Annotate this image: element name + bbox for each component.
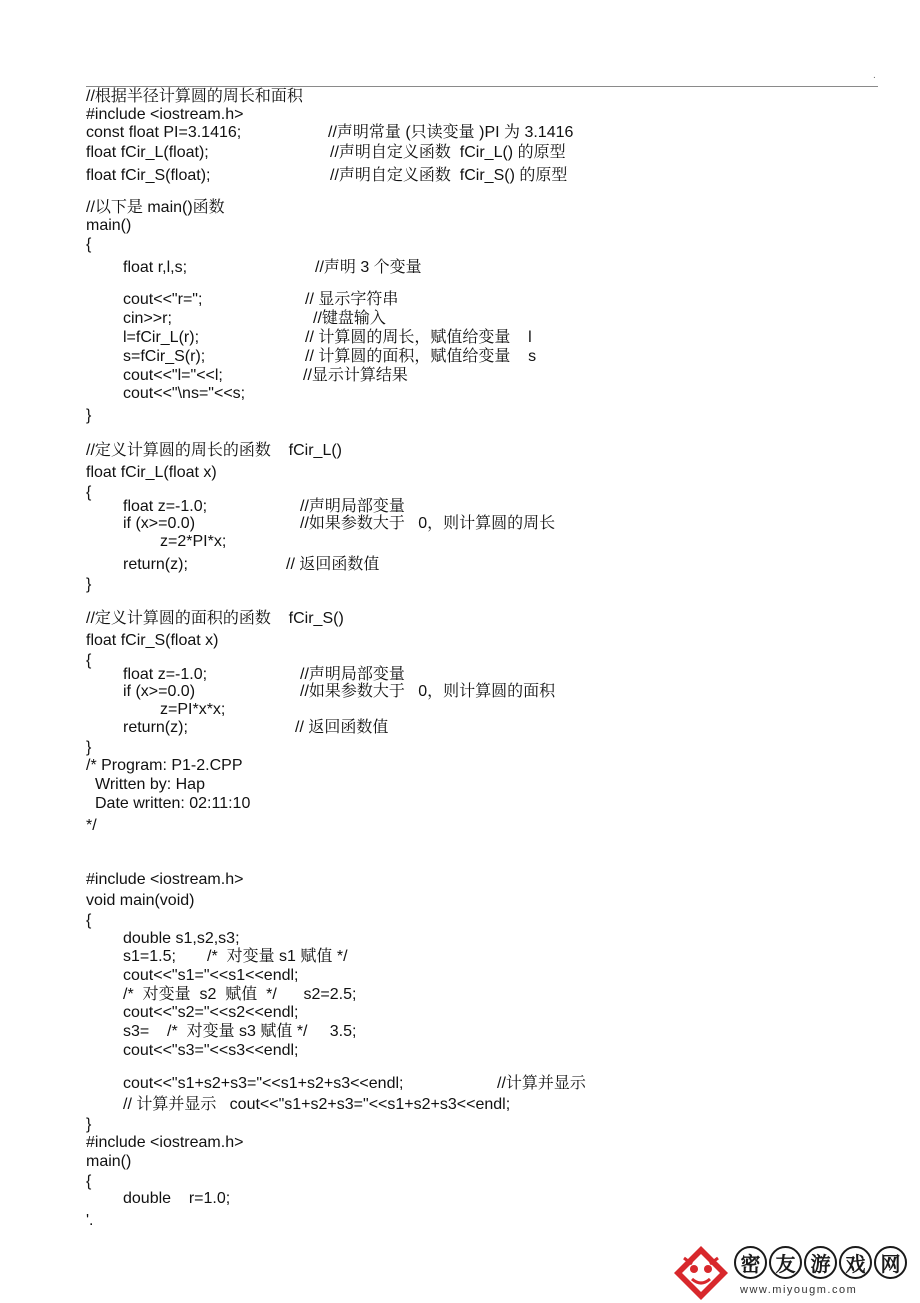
code-line: {: [86, 484, 92, 501]
code-line: //声明 3 个变量: [315, 259, 422, 276]
code-line: }: [86, 407, 92, 424]
watermark-url: www.miyougm.com: [740, 1284, 858, 1296]
code-line: s1=1.5; /* 对变量 s1 赋值 */: [123, 948, 348, 965]
page-header-rule: [86, 86, 878, 87]
code-line: z=PI*x*x;: [160, 701, 226, 718]
code-line: //如果参数大于 0，则计算圆的周长: [300, 515, 556, 532]
code-line: const float PI=3.1416;: [86, 124, 242, 141]
code-line: cout<<"\ns="<<s;: [123, 385, 246, 402]
code-line: main(): [86, 1153, 132, 1170]
code-line: main(): [86, 217, 132, 234]
code-line: //声明局部变量: [300, 666, 405, 683]
code-line: // 返回函数值: [286, 556, 380, 573]
code-line: l=fCir_L(r);: [123, 329, 200, 346]
code-line: cout<<"s1+s2+s3="<<s1+s2+s3<<endl;: [123, 1075, 404, 1092]
code-line: float z=-1.0;: [123, 666, 208, 683]
code-line: Written by: Hap: [95, 776, 205, 793]
code-line: // 显示字符串: [305, 291, 399, 308]
code-line: return(z);: [123, 556, 188, 573]
code-line: {: [86, 236, 92, 253]
watermark-brand-text: [734, 1246, 907, 1279]
code-line: if (x>=0.0): [123, 515, 196, 532]
code-line: z=2*PI*x;: [160, 533, 227, 550]
code-line: double s1,s2,s3;: [123, 930, 240, 947]
code-line: {: [86, 912, 92, 929]
code-line: //键盘输入: [313, 310, 386, 327]
code-line: //声明常量 (只读变量 )PI 为 3.1416: [328, 124, 574, 141]
code-line: cout<<"s1="<<s1<<endl;: [123, 967, 299, 984]
code-line: float r,l,s;: [123, 259, 188, 276]
code-line: //以下是 main()函数: [86, 199, 225, 216]
code-line: cout<<"s3="<<s3<<endl;: [123, 1042, 299, 1059]
code-line: /* Program: P1-2.CPP: [86, 757, 243, 774]
code-line: //声明局部变量: [300, 498, 405, 515]
code-line: {: [86, 1173, 92, 1190]
code-line: Date written: 02:11:10: [95, 795, 251, 812]
page-header-dot: .: [873, 70, 876, 81]
code-line: cout<<"l="<<l;: [123, 367, 223, 384]
code-line: }: [86, 739, 92, 756]
code-line: //定义计算圆的面积的函数 fCir_S(): [86, 610, 344, 627]
code-line: //根据半径计算圆的周长和面积: [86, 88, 303, 105]
code-line: void main(void): [86, 892, 195, 909]
code-line: // 计算圆的周长，赋值给变量 l: [305, 329, 532, 346]
watermark-char: 密: [734, 1246, 767, 1279]
code-line: //如果参数大于 0，则计算圆的面积: [300, 683, 556, 700]
code-line: //声明自定义函数 fCir_L() 的原型: [330, 144, 566, 161]
code-line: }: [86, 576, 92, 593]
watermark-logo: [672, 1244, 912, 1300]
watermark-char: 友: [769, 1246, 802, 1279]
code-line: /* 对变量 s2 赋值 */ s2=2.5;: [123, 986, 357, 1003]
watermark-char: 戏: [839, 1246, 872, 1279]
code-line: */: [86, 817, 97, 834]
code-line: return(z);: [123, 719, 188, 736]
code-line: float z=-1.0;: [123, 498, 208, 515]
code-line: //显示计算结果: [303, 367, 408, 384]
code-line: s3= /* 对变量 s3 赋值 */ 3.5;: [123, 1023, 357, 1040]
code-line: #include <iostream.h>: [86, 1134, 244, 1151]
watermark-char: 网: [874, 1246, 907, 1279]
code-line: {: [86, 652, 92, 669]
code-line: if (x>=0.0): [123, 683, 196, 700]
code-line: // 计算圆的面积，赋值给变量 s: [305, 348, 537, 365]
code-line: float fCir_L(float);: [86, 144, 209, 161]
code-line: float fCir_L(float x): [86, 464, 217, 481]
code-line: // 返回函数值: [295, 719, 389, 736]
code-line: //定义计算圆的周长的函数 fCir_L(): [86, 442, 343, 459]
code-line: s=fCir_S(r);: [123, 348, 206, 365]
code-line: double r=1.0;: [123, 1190, 231, 1207]
code-line: // 计算并显示 cout<<"s1+s2+s3="<<s1+s2+s3<<endl;: [123, 1096, 511, 1113]
watermark-char: 游: [804, 1246, 837, 1279]
code-line: }: [86, 1116, 92, 1133]
code-line: float fCir_S(float x): [86, 632, 219, 649]
code-line: '.: [86, 1212, 94, 1229]
code-line: #include <iostream.h>: [86, 871, 244, 888]
code-line: cout<<"s2="<<s2<<endl;: [123, 1004, 299, 1021]
code-line: //声明自定义函数 fCir_S() 的原型: [330, 167, 568, 184]
code-line: cout<<"r=";: [123, 291, 203, 308]
code-line: //计算并显示: [497, 1075, 586, 1092]
code-line: float fCir_S(float);: [86, 167, 211, 184]
brand-mark-icon: [672, 1244, 730, 1300]
code-line: #include <iostream.h>: [86, 106, 244, 123]
code-line: cin>>r;: [123, 310, 172, 327]
